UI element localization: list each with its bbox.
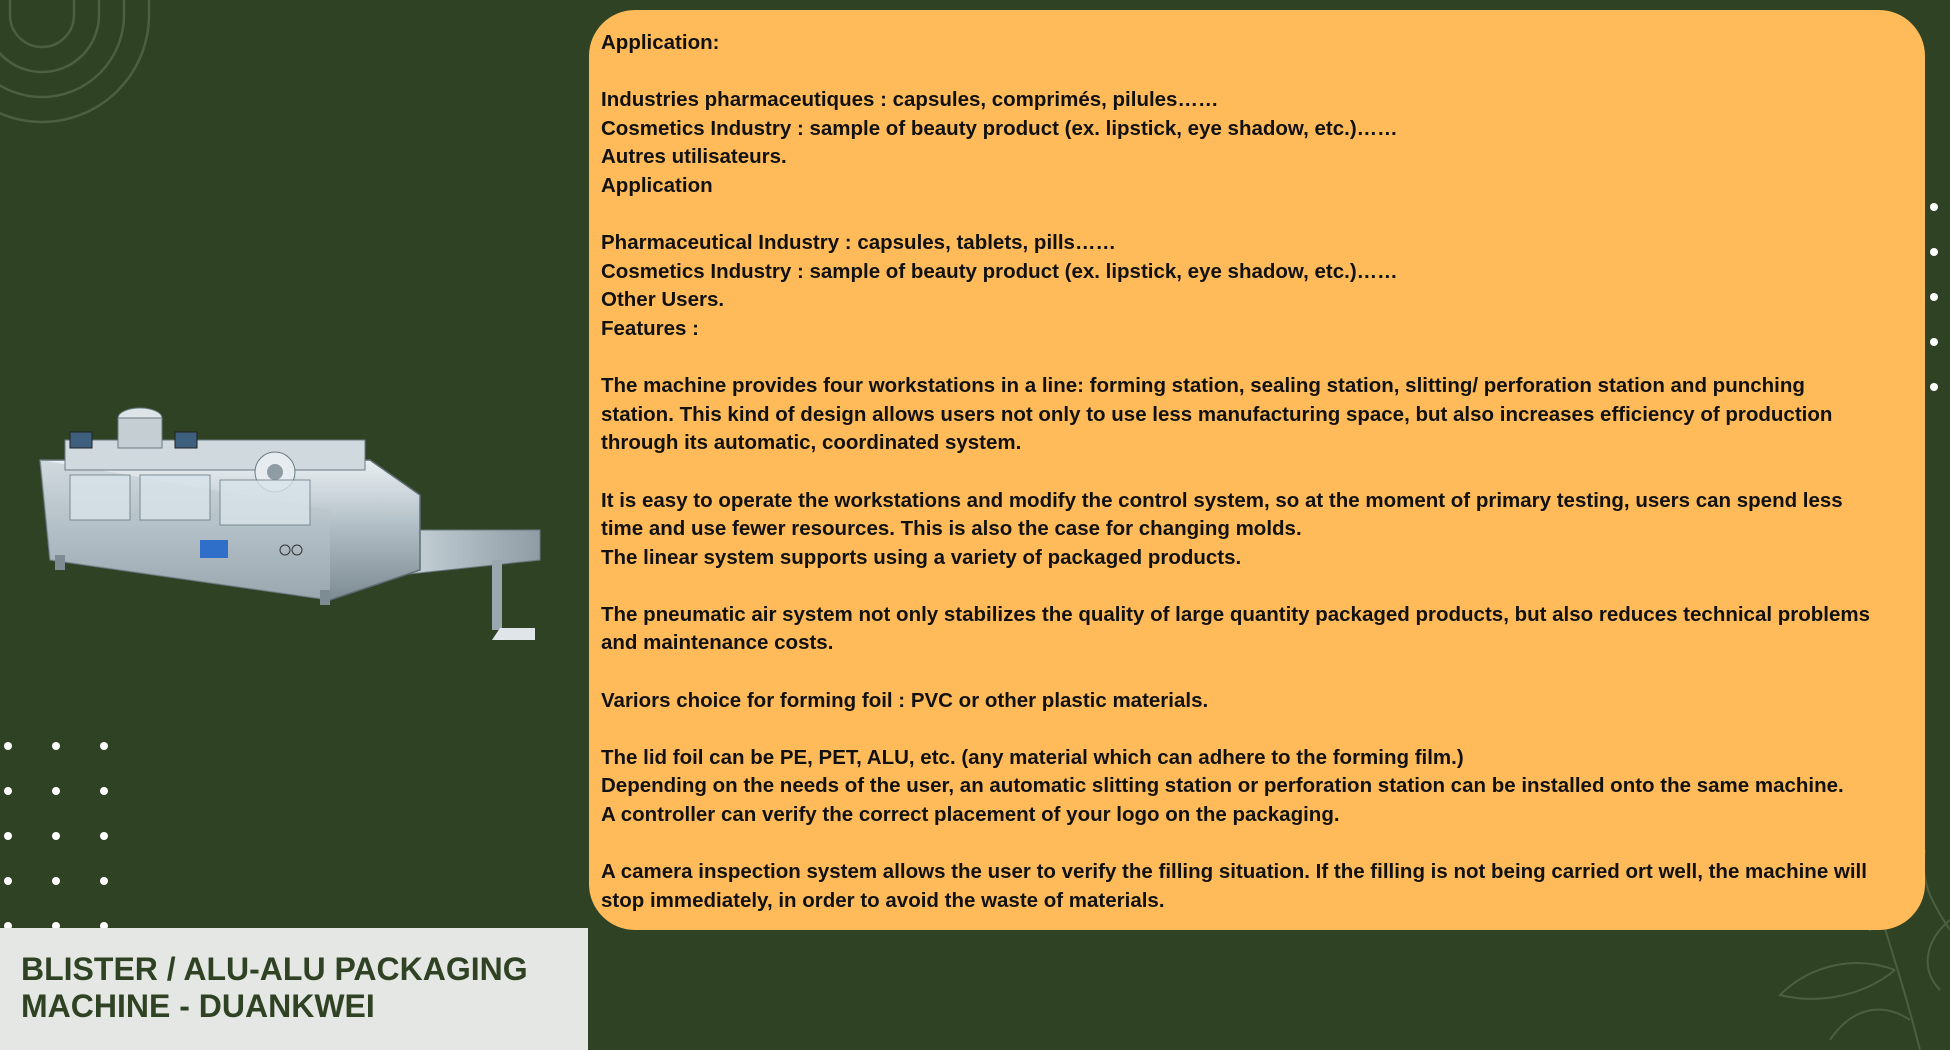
info-text: Application: Industries pharmaceutiques : capsules, comprimés, pilules…… Cosmetics Industry : sample of beauty product (ex. lipstick, eye shadow, etc.)…… Autres utilisateurs. Application Pharmaceutical Industry : capsules, tablets, pills…… Cosmetics Industry : sample of beauty product (ex. lipstick, eye shadow, etc.)…… Other Users. Features : The machine provides four workstations in a line: forming station, sealing station, slitting/ perforation station and punching station. This kind of design allows users not only to use less manufacturing space, but also increases efficiency of production through its automatic, coordinated system. It is easy to operate the workstations and modify the control system, so at the moment of primary testing, users can spend less time and use fewer resources. This is also the case for changing molds. The linear system supports using a variety of packaged products. The pneumatic air system not only stabilizes the quality of large quantity packaged products, but also reduces technical problems and maintenance costs. Variors choice for forming foil : PVC or other plastic materials. The lid foil can be PE, PET, ALU, etc. (any material which can adhere to the forming film.) Depending on the needs of the user, an automatic slitting station or perforation station can be installed onto the same machine. A controller can verify the correct placement of your logo on the packaging. A camera inspection system allows the user to verify the filling situation. If the filling is not being carried ort well, the machine will stop immediately, in order to avoid the waste of materials.	[601, 31, 1871, 912]
arch-lines-decoration	[0, 0, 270, 260]
blister-packaging-machine-photo	[30, 400, 550, 640]
dot-grid-decoration	[0, 738, 120, 938]
application-features-panel	[589, 10, 1925, 930]
dot-column-decoration	[1926, 200, 1946, 400]
product-title: BLISTER / ALU-ALU PACKAGING MACHINE - DUANKWEI	[21, 951, 528, 1024]
product-title-box	[0, 928, 588, 1050]
